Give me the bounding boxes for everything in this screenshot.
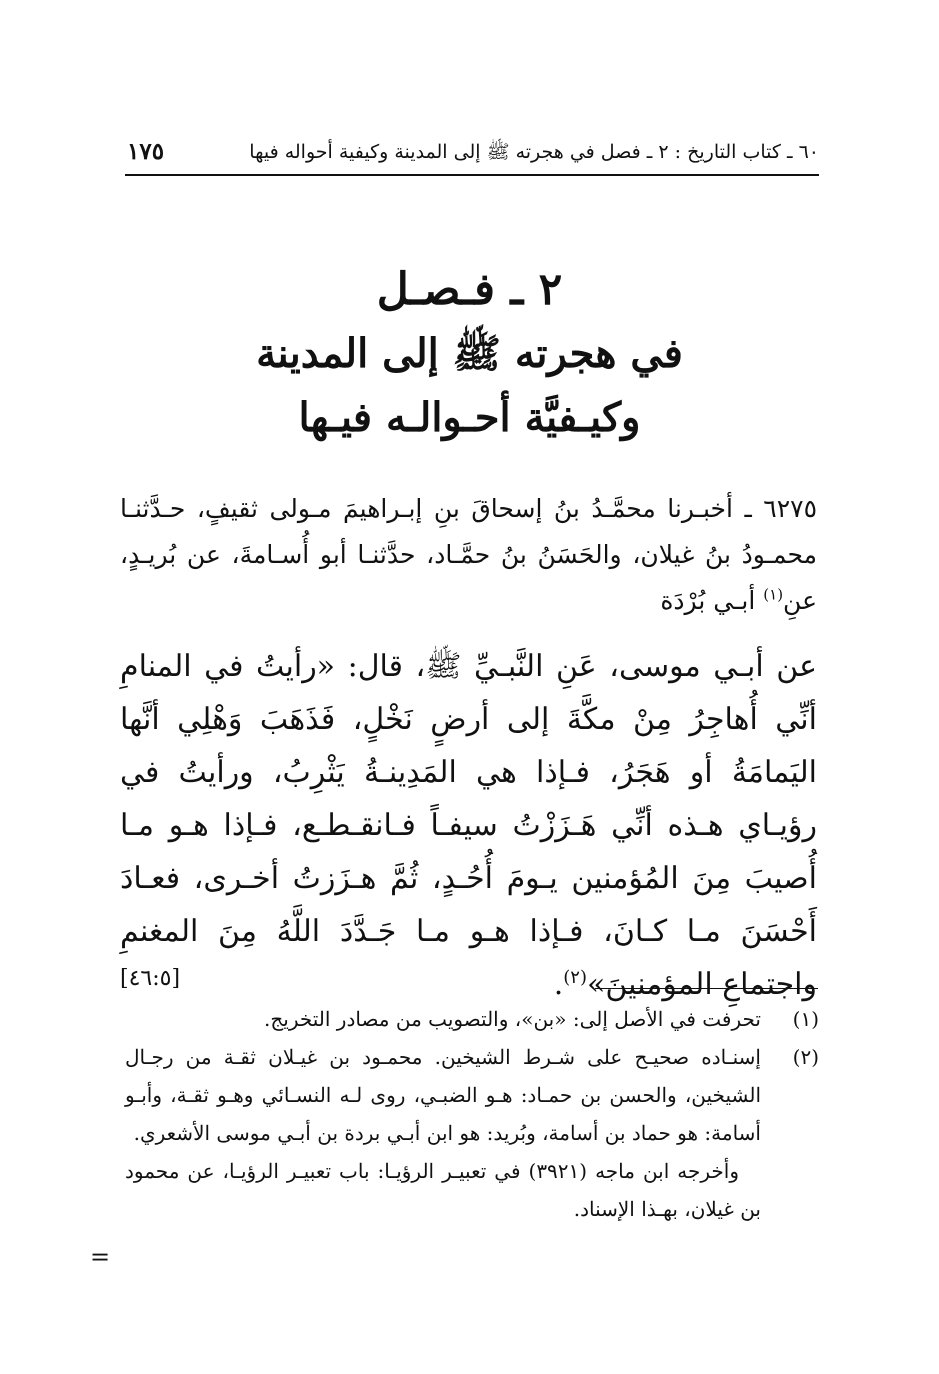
matn-text: عن أبـي موسى، عَنِ النَّبـيِّ ﷺ، قال: «رأيتُ في المنامِ أنِّي أُهاجِرُ مِنْ مكَّةَ إلى أرضٍ نَخْلٍ، فَذَهَبَ وَهْلِي أنَّها اليَمامَةُ أو هَجَرُ، فـإذا هي المَدِينـةُ يَثْرِبُ، ورأيتُ في رؤيـاي هـذه أنِّي هَـزَزْتُ سيفـاً فـانقـطـع، فـإذا هـو مـا أُصيبَ مِنَ المُؤمنين يـومَ أُحُـدٍ، ثُمَّ هـزَزتُ أخـرى، فعـادَ أَحْسَنَ مـا كـانَ، فـإذا هـو مـا جَـدَّدَ اللَّهُ مِنَ المغنمِ واجتماعِ المؤمنينَ» <box>120 649 817 1002</box>
running-title: ٦٠ ـ كتاب التاريخ : ٢ ـ فصل في هجرته ﷺ إلى المدينة وكيفية أحواله فيها <box>249 141 819 163</box>
chapter-title-line-1: ٢ ـ فـصـل <box>376 264 563 315</box>
hadith-reference: [٤٦:٥] <box>120 966 181 991</box>
isnad-text: ٦٢٧٥ ـ أخبـرنا محمَّـدُ بنُ إسحاقَ بنِ إبـراهيمَ مـولى ثقيفٍ، حـدَّثنـا محمـودُ بنُ غيلان، والحَسَنُ بنُ حمَّـاد، حدَّثنـا أبو أُسـامةَ، عن بُريـدٍ، عنِ <box>120 494 817 615</box>
margin-continuation-mark: = <box>90 1243 111 1271</box>
isnad-end: أبـي بُرْدَة <box>660 586 764 615</box>
running-header <box>125 140 819 176</box>
footnote-1 <box>125 1000 819 1038</box>
footnote-2 <box>125 1038 819 1152</box>
footnote-text: إسنـاده صحيـح على شـرط الشيخين. محمـود بن غيـلان ثقـة من رجـال الشيخين، والحسن بن حمـاد: هـو الضبـي، روى لـه النسـائي وهـو ثقـة، وأبـو أسامة: هو حماد بن أسامة، وبُريد: هو ابن أبـي بردة بن أبـي موسى الأشعري. <box>125 1045 761 1145</box>
footnotes <box>125 1000 819 1228</box>
footnote-separator <box>595 988 818 989</box>
footnote-number: (١) <box>792 1007 819 1031</box>
chapter-title-line-3: وكيـفيَّة أحـوالـه فيـها <box>298 394 641 441</box>
hadith-matn <box>120 640 817 1011</box>
footnote-marker-2: (٢) <box>563 967 587 988</box>
hadith-isnad <box>120 486 817 624</box>
footnote-text: تحرفت في الأصل إلى: «بن»، والتصويب من مصادر التخريج. <box>263 1007 761 1031</box>
matn-end: . <box>553 967 564 1002</box>
chapter-heading <box>120 258 819 450</box>
footnote-2-continuation: وأخرجه ابن ماجه (٣٩٢١) في تعبيـر الرؤيـا: باب تعبيـر الرؤيـا، عن محمود بن غيلان، بهـذا الإسناد. <box>125 1159 761 1221</box>
page-number: ١٧٥ <box>127 138 165 165</box>
footnote-number: (٢) <box>792 1045 819 1069</box>
chapter-title-line-2: في هجرته ﷺ إلى المدينة <box>256 330 683 377</box>
footnote-marker-1: (١) <box>763 585 784 604</box>
